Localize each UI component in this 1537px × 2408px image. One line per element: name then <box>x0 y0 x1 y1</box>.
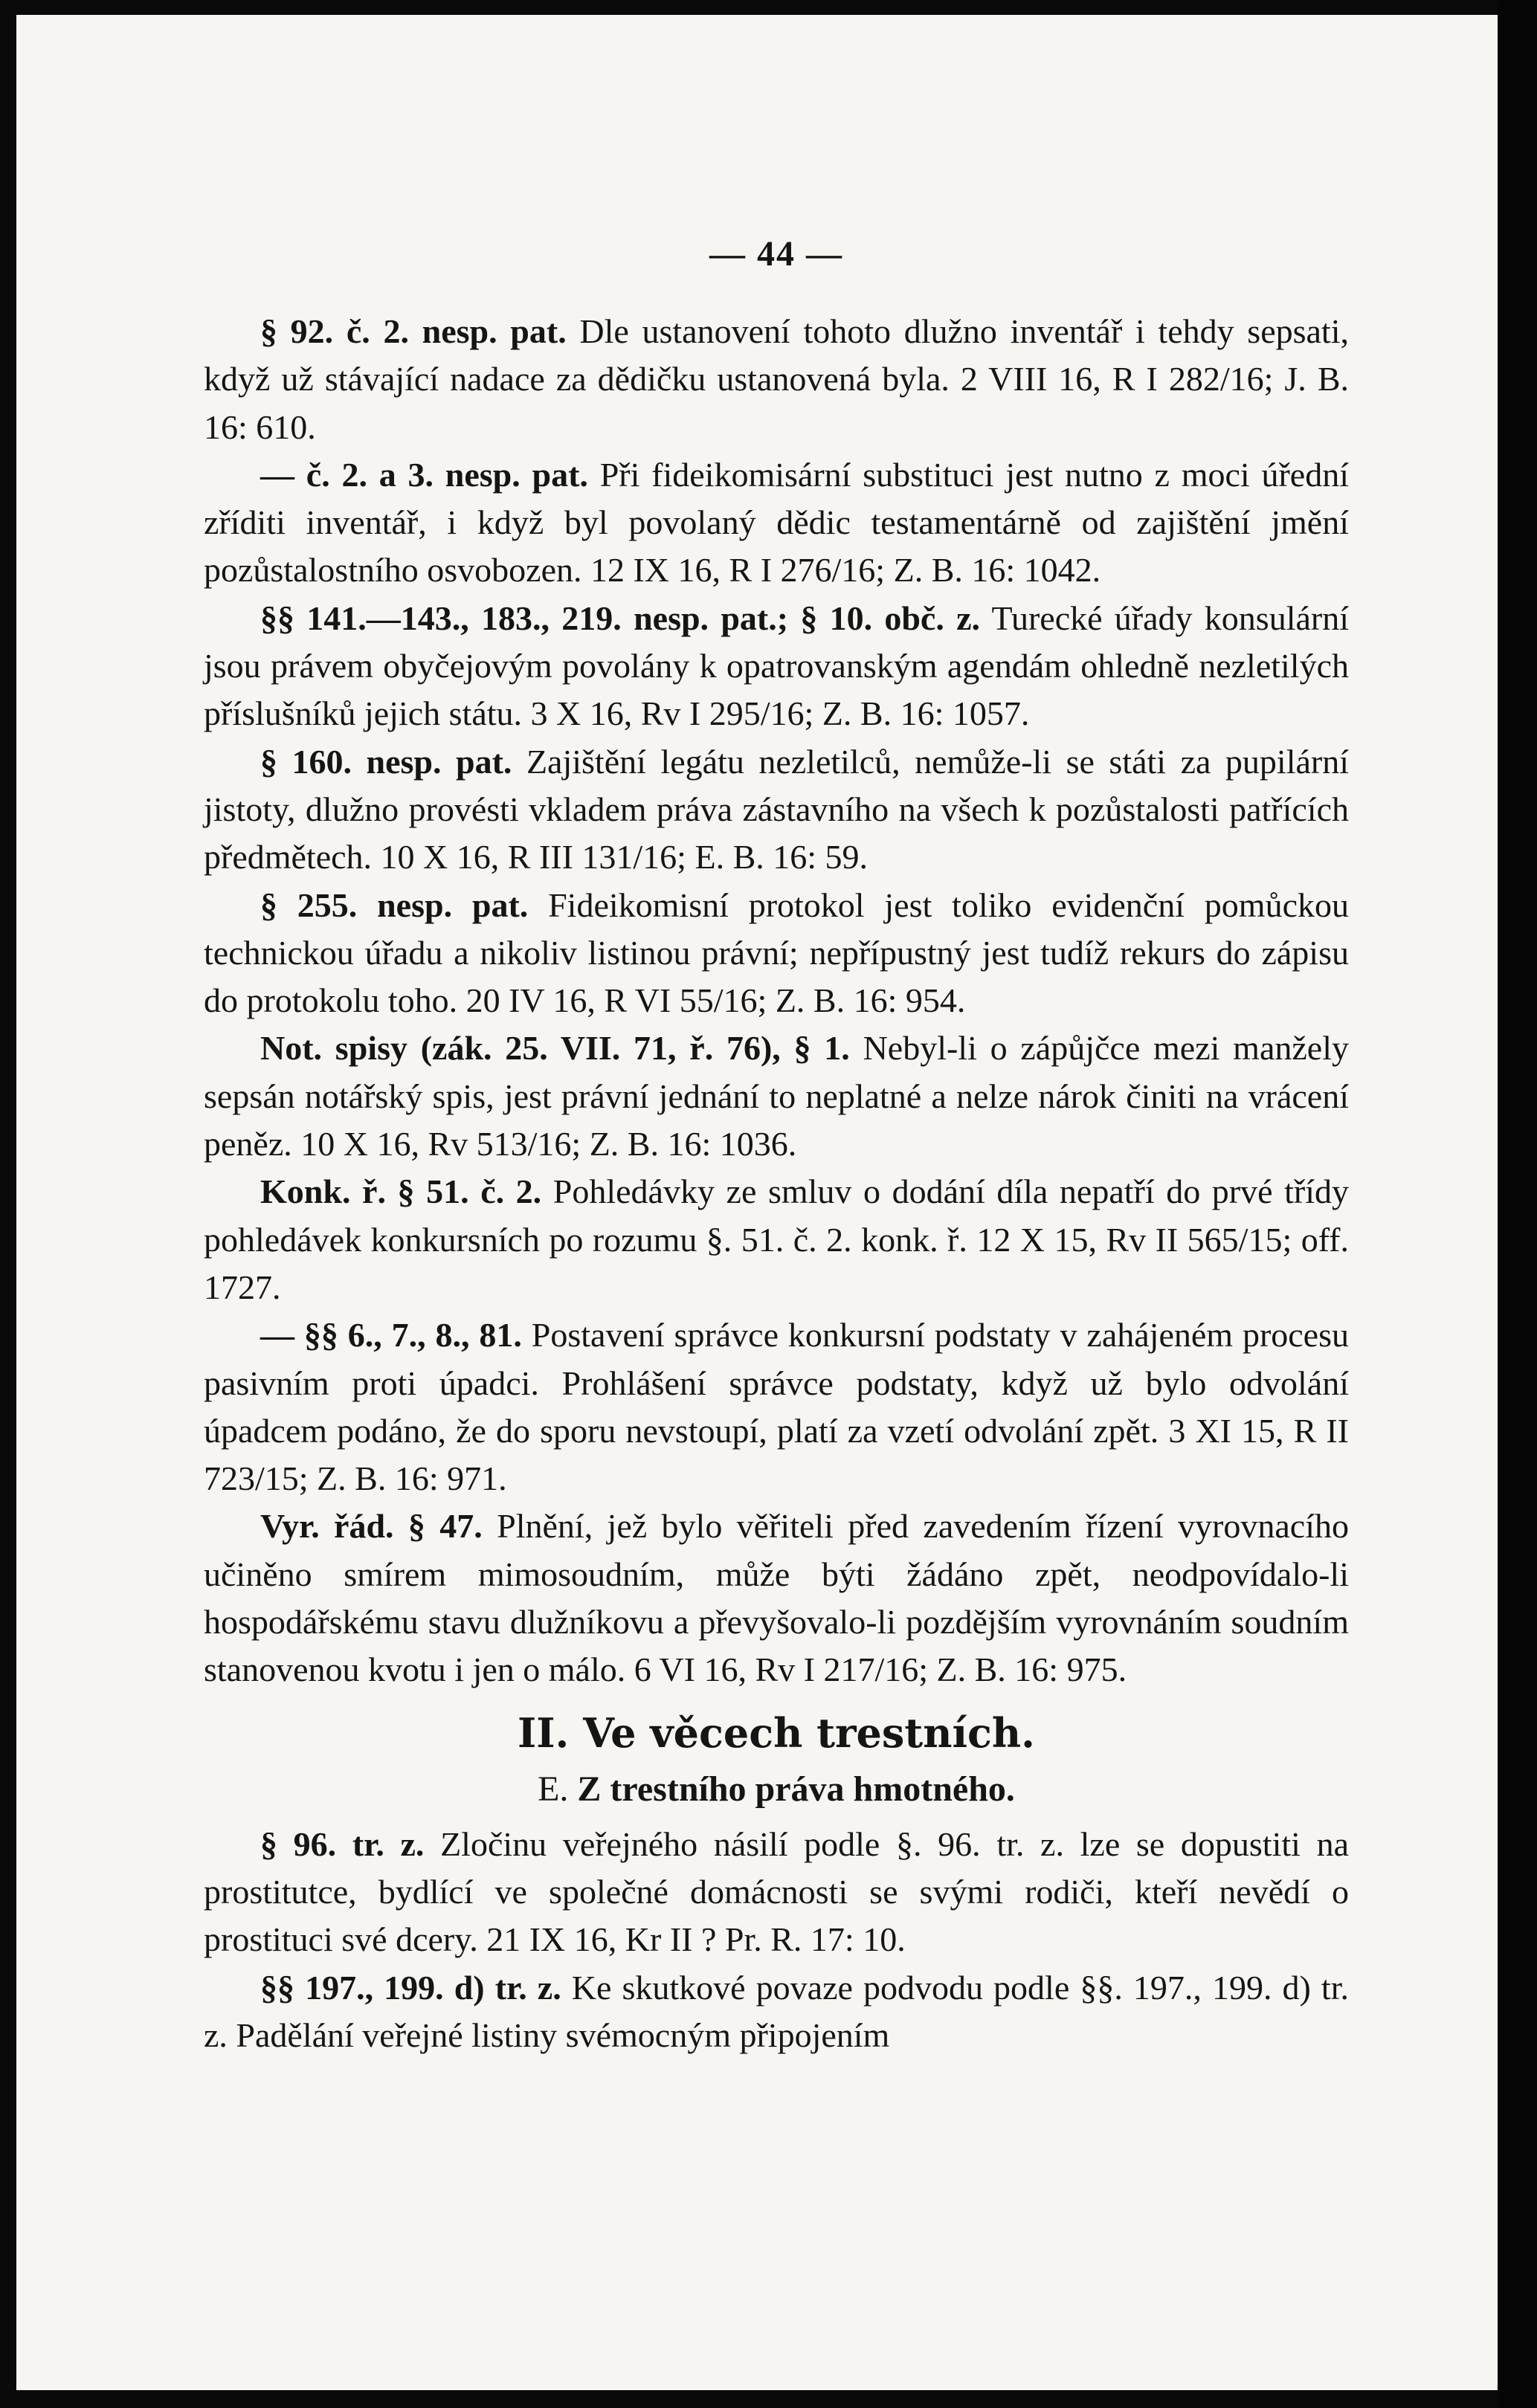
scan-border <box>1498 0 1537 2408</box>
entry-paragraph <box>204 308 1349 451</box>
entry-reference: §§ 141.—143., 183., 219. nesp. pat.; § 10. obč. z. <box>260 598 981 637</box>
entry-reference: § 160. nesp. pat. <box>260 742 512 781</box>
page-number: — 44 — <box>709 234 843 274</box>
entry-reference: — č. 2. a 3. nesp. pat. <box>260 455 588 494</box>
entry-reference: Vyr. řád. § 47. <box>260 1507 483 1546</box>
entry-text: Plnění, jež bylo věřiteli před zavedením řízení vyrovnacího učiněno smírem mimosoudním, může býti žádáno zpět, neodpovídalo-li hospodářskému stavu dlužníkovu a převyšovalo-li pozdějším vyrovnáním soudním stanovenou kvotu i jen o málo. 6 VI 16, Rv I 217/16; Z. B. 16: 975. <box>204 1507 1349 1689</box>
subsection-letter: E. <box>538 1769 569 1809</box>
entry-text: Nebyl-li o zápůjčce mezi manžely sepsán notářský spis, jest právní jednání to neplatné a nelze nárok činiti na vrácení peněz. 10 X 16, Rv 513/16; Z. B. 16: 1036. <box>204 1029 1349 1163</box>
entry-paragraph <box>204 451 1349 595</box>
entry-reference: Not. spisy (zák. 25. VII. 71, ř. 76), § 1. <box>260 1029 850 1068</box>
entry-text: Ke skutkové povaze podvodu podle §§. 197., 199. d) tr. z. Padělání veřejné listiny svémocným připojením <box>204 1968 1349 2054</box>
subsection-title: Z trestního práva hmotného. <box>577 1769 1015 1809</box>
entry-text: Zločinu veřejného násilí podle §. 96. tr. z. lze se dopustiti na prostitutce, bydlící ve společné domácnosti se svými rodiči, kteří nevědí o prostituci své dcery. 21 IX 16, Kr II ? Pr. R. 17: 10. <box>204 1824 1349 1959</box>
entry-text: Pohledávky ze smluv o dodání díla nepatří do prvé třídy pohledávek konkursních po rozumu §. 51. č. 2. konk. ř. 12 X 15, Rv II 565/15; off. 1727. <box>204 1172 1349 1306</box>
entry-paragraph <box>204 1168 1349 1311</box>
entry-paragraph <box>204 1024 1349 1168</box>
entry-paragraph <box>204 1821 1349 1964</box>
entry-paragraph <box>204 1964 1349 2060</box>
entry-paragraph <box>204 1502 1349 1694</box>
entry-text: Dle ustanovení tohoto dlužno inventář i tehdy sepsati, když už stávající nadace za dědičku ustanovená byla. 2 VIII 16, R I 282/16; J. B. 16: 610. <box>204 312 1349 446</box>
entry-reference: §§ 197., 199. d) tr. z. <box>260 1968 561 2007</box>
entry-paragraph <box>204 738 1349 882</box>
entry-reference: § 96. tr. z. <box>260 1824 425 1863</box>
subsection-heading <box>204 1763 1349 1816</box>
entry-reference: § 255. nesp. pat. <box>260 885 529 924</box>
entry-reference: Konk. ř. § 51. č. 2. <box>260 1172 542 1211</box>
entry-text: Zajištění legátu nezletilců, nemůže-li se státi za pupilární jistoty, dlužno provésti vkladem práva zástavního na všech k pozůstalosti patřících předmětech. 10 X 16, R III 131/16; E. B. 16: 59. <box>204 742 1349 877</box>
entry-text: Postavení správce konkursní podstaty v zahájeném procesu pasivním proti úpadci. Prohlášení správce podstaty, když už bylo odvolání úpadcem podáno, že do sporu nevstoupí, platí za vzetí odvolání zpět. 3 XI 15, R II 723/15; Z. B. 16: 971. <box>204 1316 1349 1498</box>
page-content <box>204 230 1349 2059</box>
entry-paragraph <box>204 595 1349 738</box>
section-heading: II. Ve věcech trestních. <box>518 1708 1035 1757</box>
entry-text: Turecké úřady konsulární jsou právem obyčejovým povolány k opatrovanským agendám ohledně nezletilých příslušníků jejich státu. 3 X 16, Rv I 295/16; Z. B. 16: 1057. <box>204 598 1350 733</box>
entry-paragraph <box>204 882 1349 1025</box>
entry-text: Fideikomisní protokol jest toliko evidenční pomůckou technickou úřadu a nikoliv listinou právní; nepřípustný jest tudíž rekurs do zápisu do protokolu toho. 20 IV 16, R VI 55/16; Z. B. 16: 954. <box>204 885 1349 1020</box>
entry-reference: — §§ 6., 7., 8., 81. <box>260 1316 522 1355</box>
entry-text: Při fideikomisární substituci jest nutno z moci úřední zříditi inventář, i když byl povolaný dědic testamentárně od zajištění jmění pozůstalostního osvobozen. 12 IX 16, R I 276/16; Z. B. 16: 1042. <box>204 455 1349 590</box>
entry-paragraph <box>204 1311 1349 1502</box>
entry-reference: § 92. č. 2. nesp. pat. <box>260 312 567 350</box>
